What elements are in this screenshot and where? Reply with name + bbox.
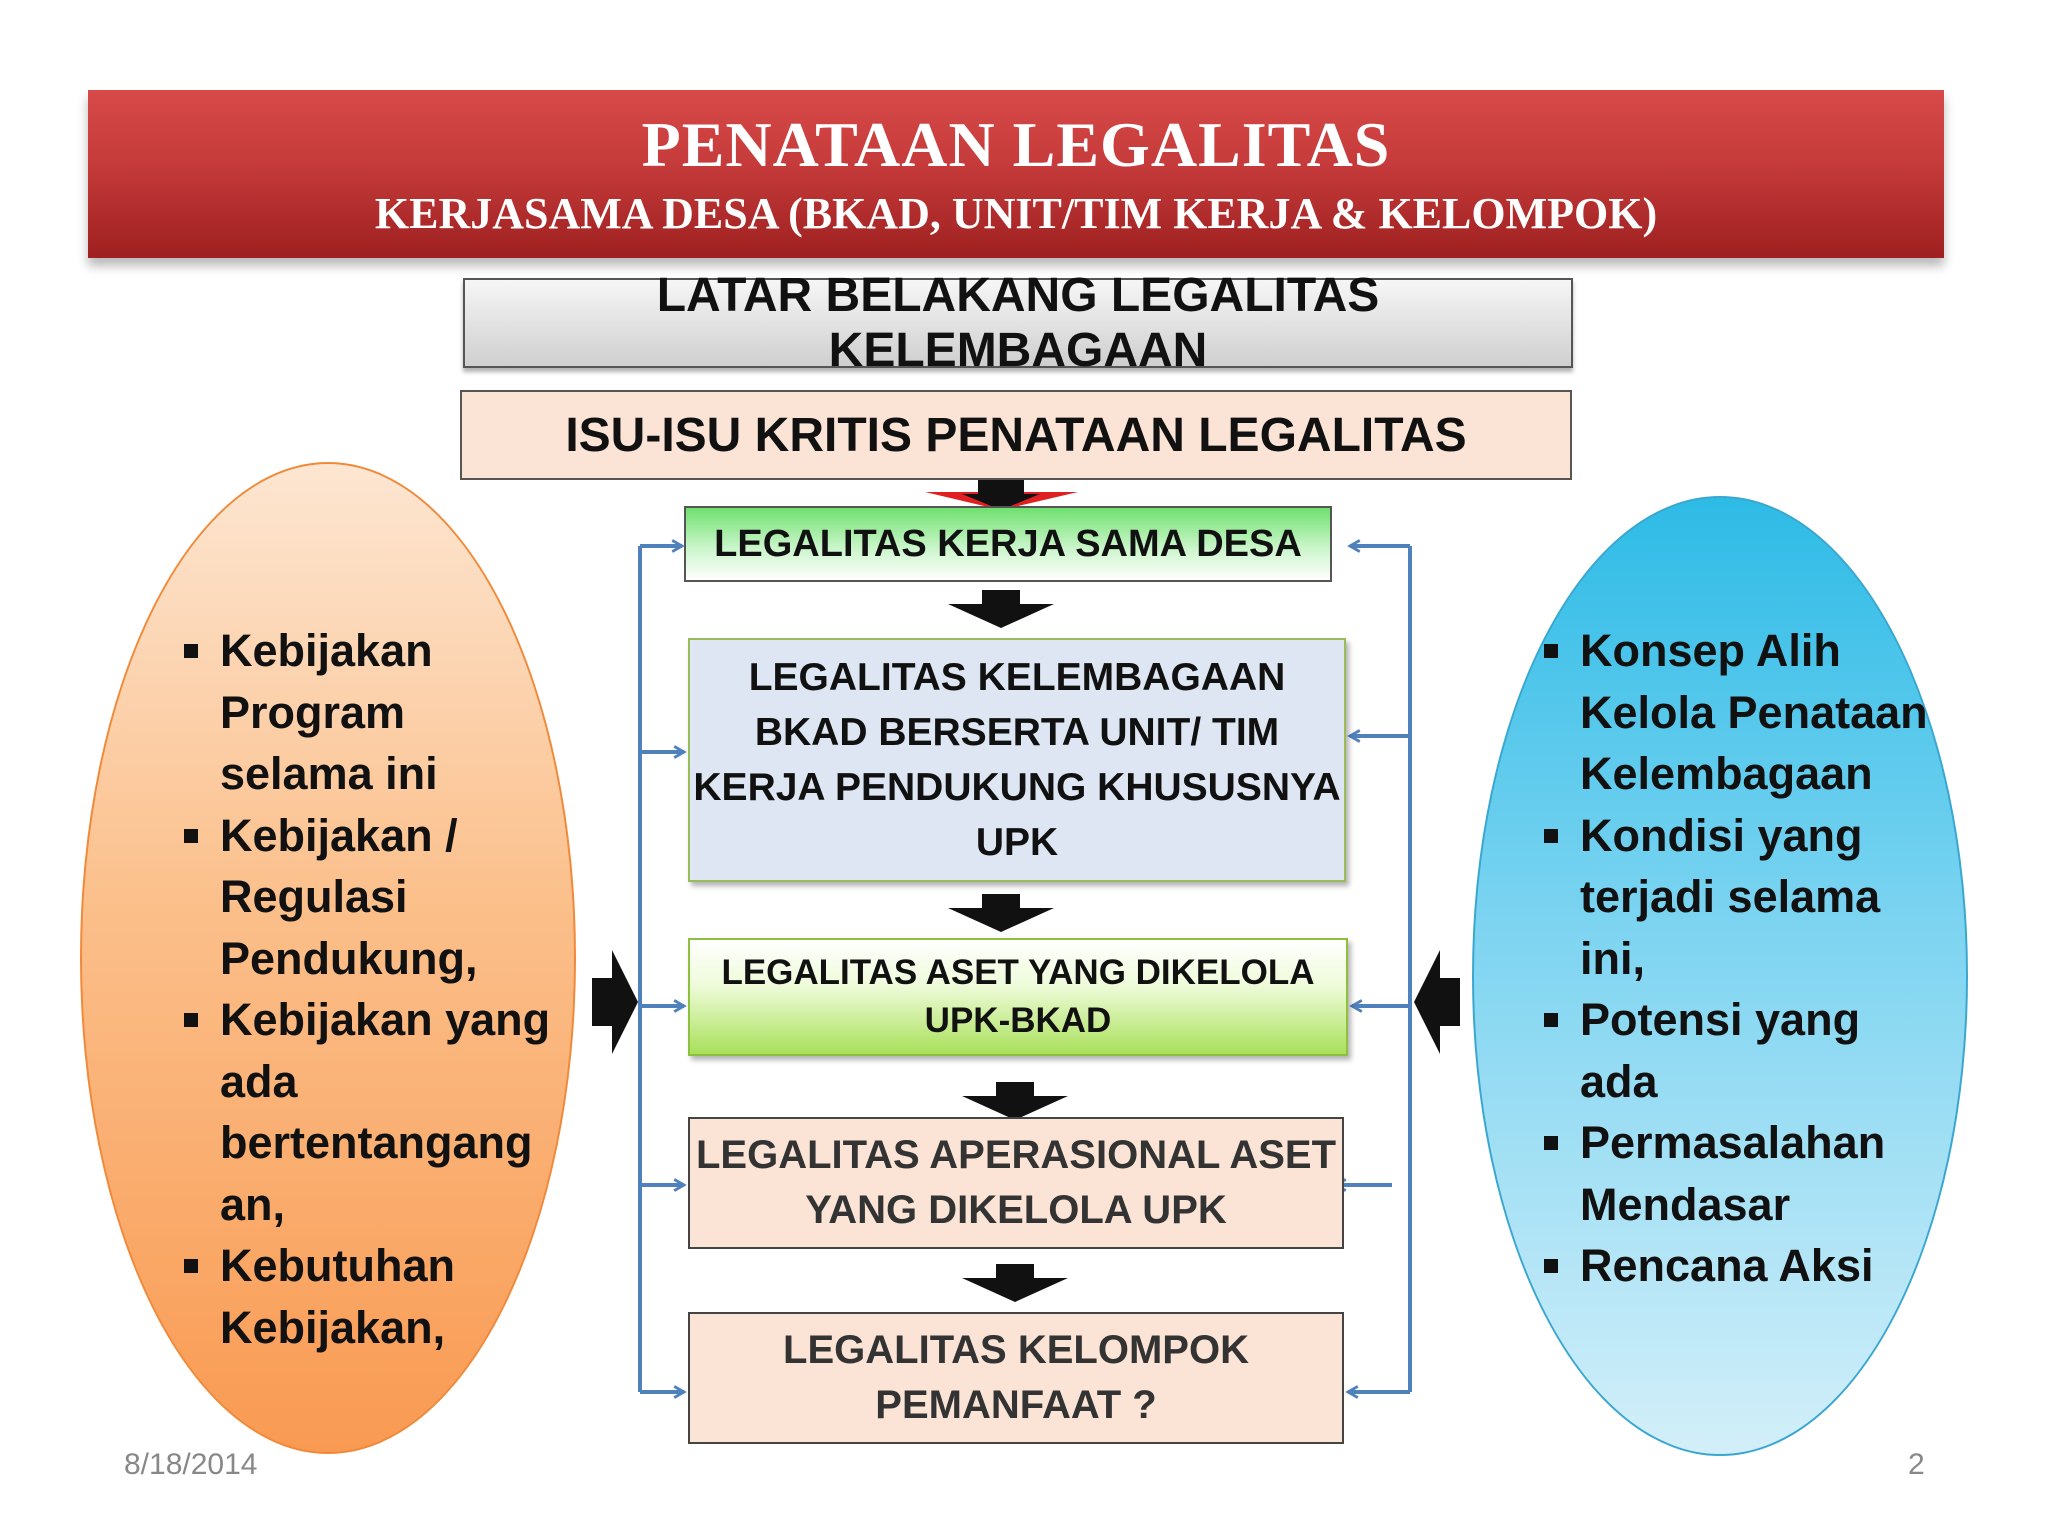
right-list-item: Kondisi yang terjadi selama ini,	[1544, 805, 1944, 990]
box-legalitas-aperasional: LEGALITAS APERASIONAL ASET YANG DIKELOLA UPK	[688, 1117, 1344, 1249]
down-arrow-icon	[948, 590, 1054, 628]
right-list-item: Konsep Alih Kelola Penataan Kelembagaan	[1544, 620, 1944, 805]
down-arrow-icon	[948, 894, 1054, 932]
right-list-item: Potensi yang ada	[1544, 989, 1944, 1112]
footer-date: 8/18/2014	[124, 1448, 258, 1481]
right-pointing-arrow-icon	[592, 950, 638, 1054]
down-arrow-icon	[962, 1264, 1068, 1302]
box-legalitas-kerja-sama-desa: LEGALITAS KERJA SAMA DESA	[684, 506, 1332, 582]
box-legalitas-aset: LEGALITAS ASET YANG DIKELOLA UPK-BKAD	[688, 938, 1348, 1056]
box-legalitas-kelembagaan: LEGALITAS KELEMBAGAAN BKAD BERSERTA UNIT/ TIM KERJA PENDUKUNG KHUSUSNYA UPK	[688, 638, 1346, 882]
right-list-item: Rencana Aksi	[1544, 1235, 1944, 1297]
slide-title: PENATAAN LEGALITAS	[641, 109, 1391, 180]
left-list-item: Kebutuhan Kebijakan,	[184, 1235, 564, 1358]
box-legalitas-kelompok: LEGALITAS KELOMPOK PEMANFAAT ?	[688, 1312, 1344, 1444]
isu-kritis-header: ISU-ISU KRITIS PENATAAN LEGALITAS	[460, 390, 1572, 480]
left-list-item: Kebijakan / Regulasi Pendukung,	[184, 805, 564, 990]
latar-belakang-header: LATAR BELAKANG LEGALITAS KELEMBAGAAN	[463, 278, 1573, 368]
left-list-item: Kebijakan Program selama ini	[184, 620, 564, 805]
left-pointing-arrow-icon	[1414, 950, 1460, 1054]
down-arrow-icon	[962, 1082, 1068, 1120]
page-number: 2	[1908, 1448, 1925, 1481]
right-list-item: Permasalahan Mendasar	[1544, 1112, 1944, 1235]
slide-subtitle: KERJASAMA DESA (BKAD, UNIT/TIM KERJA & KELOMPOK)	[374, 189, 1658, 238]
left-list-item: Kebijakan yang ada bertentangang an,	[184, 989, 564, 1235]
